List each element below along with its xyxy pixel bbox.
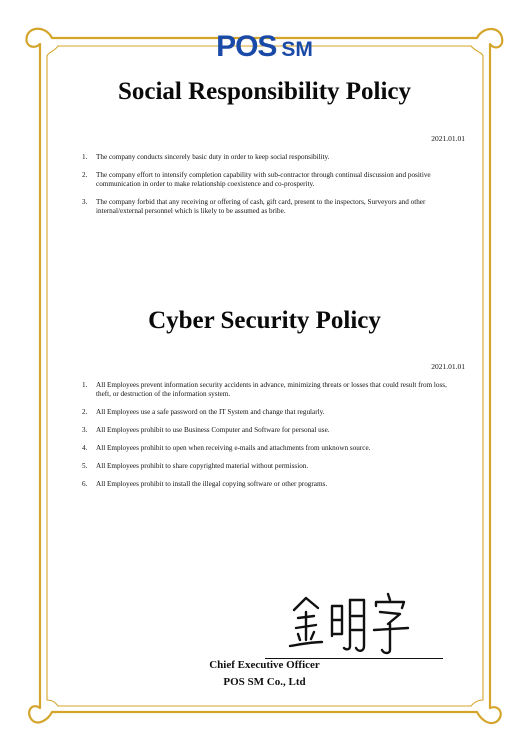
social-policy-date: 2021.01.01 (431, 134, 465, 143)
item-number: 6. (82, 480, 88, 488)
item-number: 4. (82, 444, 88, 452)
item-number: 3. (82, 198, 88, 206)
list-item (82, 198, 456, 216)
item-text: The company conducts sincerely basic duty in order to keep social responsibility. (96, 153, 330, 161)
item-text: All Employees use a safe password on the IT System and change that regularly. (96, 408, 325, 416)
logo-brand: POS (216, 30, 277, 63)
company-logo (0, 30, 529, 64)
item-text: All Employees prevent information security accidents in advance, minimizing threats or losses that could result from loss, theft, or destruction of the information system. (96, 381, 447, 398)
list-item (82, 462, 456, 471)
cyber-policy-date: 2021.01.01 (431, 362, 465, 371)
list-item (82, 153, 456, 162)
item-number: 1. (82, 153, 88, 161)
item-number: 1. (82, 381, 88, 389)
item-number: 2. (82, 408, 88, 416)
ceo-handwritten-signature (280, 590, 420, 658)
item-number: 3. (82, 426, 88, 434)
item-number: 5. (82, 462, 88, 470)
company-name: POS SM Co., Ltd (223, 676, 306, 688)
list-item (82, 444, 456, 453)
item-text: All Employees prohibit to install the illegal copying software or other programs. (96, 480, 328, 488)
list-item (82, 171, 456, 189)
social-policy-title: Social Responsibility Policy (117, 78, 412, 105)
item-text: The company forbid that any receiving or offering of cash, gift card, present to the inspectors, Surveyors and other internal/external personnel which is likely to be assumed as bribe. (96, 198, 426, 215)
item-text: All Employees prohibit to use Business Computer and Software for personal use. (96, 426, 330, 434)
list-item (82, 426, 456, 435)
logo-suffix: SM (281, 38, 313, 61)
list-item (82, 381, 456, 399)
list-item (82, 480, 456, 489)
item-text: All Employees prohibit to share copyrighted material without permission. (96, 462, 309, 470)
list-item (82, 408, 456, 417)
social-policy-list (82, 153, 456, 225)
item-number: 2. (82, 171, 88, 179)
cyber-policy-list (82, 381, 456, 498)
ceo-position: Chief Executive Officer (209, 659, 320, 671)
item-text: All Employees prohibit to open when receiving e-mails and attachments from unknown source. (96, 444, 371, 452)
item-text: The company effort to intensify completion capability with sub-contractor through continual discussion and positive communication in order to make relationship coexistence and co-prosperity. (96, 171, 431, 188)
cyber-policy-title: Cyber Security Policy (148, 307, 381, 334)
